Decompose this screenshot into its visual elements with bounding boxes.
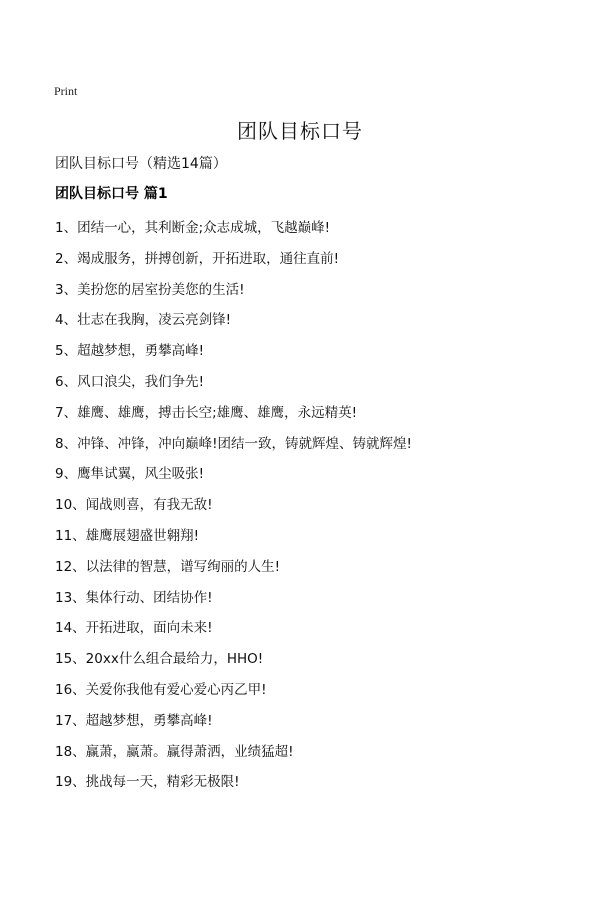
slogan-item: 19、挑战每一天，精彩无极限! — [55, 774, 240, 791]
slogan-item: 17、超越梦想，勇攀高峰! — [55, 712, 213, 729]
slogan-item: 16、关爱你我他有爱心爱心丙乙甲! — [55, 681, 267, 698]
slogan-item: 13、集体行动、团结协作! — [55, 589, 213, 606]
slogan-item: 8、冲锋、冲锋，冲向巅峰!团结一致，铸就辉煌、铸就辉煌! — [55, 435, 412, 452]
slogan-item: 5、超越梦想，勇攀高峰! — [55, 343, 205, 360]
slogan-item: 14、开拓进取，面向未来! — [55, 620, 213, 637]
section-heading: 团队目标口号 篇1 — [55, 186, 168, 202]
slogan-item: 18、赢萧，赢萧。赢得萧洒，业绩猛超! — [55, 743, 294, 760]
slogan-item: 1、团结一心，其利断金;众志成城，飞越巅峰! — [55, 220, 331, 236]
slogan-item: 15、20xx什么组合最给力，HHO! — [55, 651, 264, 668]
slogan-item: 3、美扮您的居室扮美您的生活! — [55, 281, 245, 298]
slogan-item: 10、闻战则喜，有我无敌! — [55, 497, 213, 514]
slogan-item: 12、以法律的智慧，谱写绚丽的人生! — [55, 558, 281, 575]
slogan-item: 6、风口浪尖，我们争先! — [55, 373, 205, 390]
page-title: 团队目标口号 — [237, 119, 363, 143]
slogan-item: 2、竭成服务，拼搏创新，开拓进取，通往直前! — [55, 250, 340, 267]
slogan-item: 11、雄鹰展翅盛世翱翔! — [55, 527, 200, 544]
slogan-item: 4、壮志在我胸，凌云亮剑锋! — [55, 312, 232, 329]
slogan-item: 9、鹰隼试翼，风尘吸张! — [55, 466, 205, 483]
document-subtitle: 团队目标口号（精选14篇） — [55, 156, 227, 172]
slogan-item: 7、雄鹰、雄鹰，搏击长空;雄鹰、雄鹰，永远精英! — [55, 404, 358, 421]
print-label: Print — [54, 84, 78, 98]
slogan-list — [55, 213, 575, 798]
